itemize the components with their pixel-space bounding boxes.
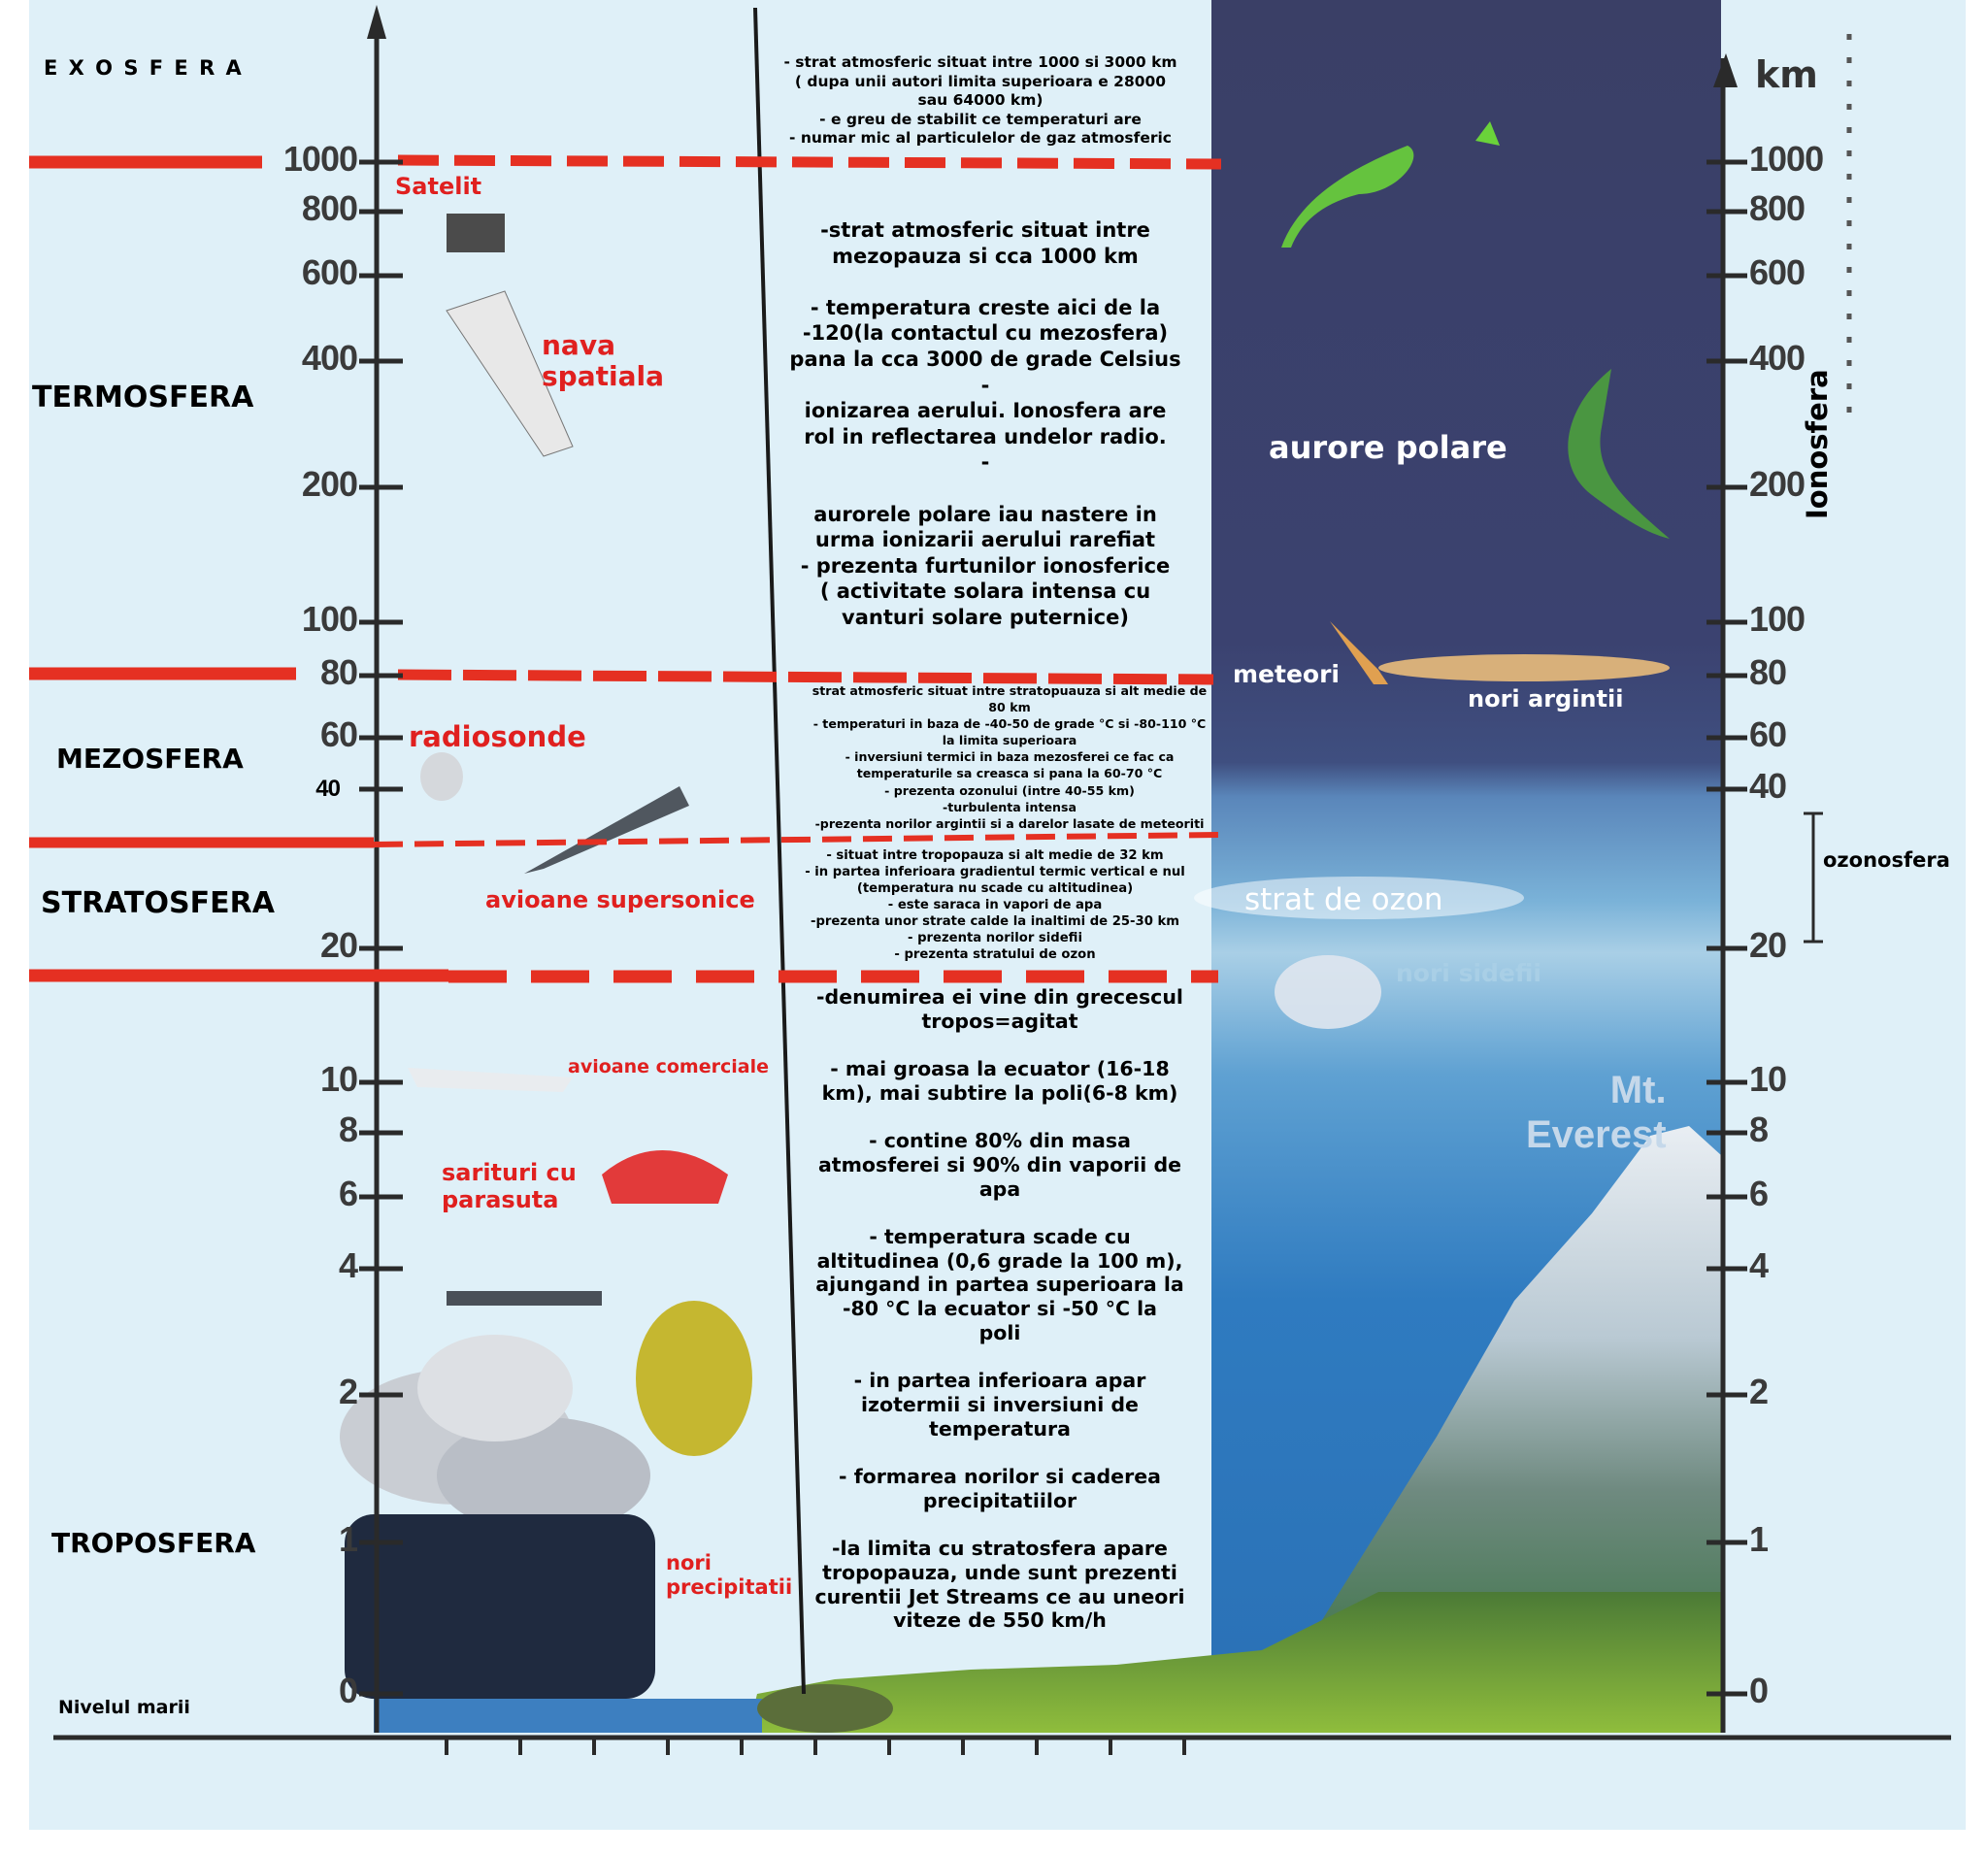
layer-troposfera: TROPOSFERA — [51, 1527, 256, 1559]
left-tick-label: 40 — [315, 776, 340, 802]
boundary-termosfera-dashed — [398, 675, 1213, 679]
label-aurore-polare: aurore polare — [1269, 429, 1508, 466]
km-unit-label: km — [1755, 53, 1818, 96]
label-nori-sidefii: nori sidefii — [1396, 959, 1541, 987]
left-tick-label: 60 — [319, 714, 357, 754]
label-nava-spatiala: nava spatiala — [542, 329, 664, 393]
label-radiosonde: radiosonde — [409, 720, 586, 753]
description-mezosfera: strat atmosferic situat intre stratopuauza si alt medie de 80 km - temperaturi in baza de -40-50 de grade °C si -80-110 °C la limita superioara - inversiuni termici in baza mezosferei ce fac ca temperaturile sa creasca si pana la 60-70 °C - prezenta ozonului (intre 40-55 km) -turbulenta intensa -prezenta norilor argintii si a darelor lasate de meteoriti — [812, 683, 1208, 831]
left-tick-label: 200 — [301, 464, 357, 504]
right-tick-label: 60 — [1749, 714, 1787, 754]
layer-termosfera: TERMOSFERA — [32, 381, 254, 414]
description-stratosfera: - situat intre tropopauza si alt medie de 32 km - in partea inferioara gradientul termic vertical e nul (temperatura nu scade cu altitudinea) - este saraca in vapori de apa -prezenta unor strate calde la inaltimi de 25-30 km - prezenta norilor sidefii - prezenta stratului de ozon — [805, 848, 1185, 962]
label-meteori: meteori — [1233, 660, 1340, 688]
left-tick-label: 100 — [301, 599, 357, 639]
right-tick-label: 400 — [1749, 338, 1806, 378]
right-tick-label: 800 — [1749, 188, 1806, 228]
right-tick-label: 100 — [1749, 599, 1806, 639]
right-axis-arrow — [1713, 53, 1738, 87]
description-termosfera: -strat atmosferic situat intre mezopauza si cca 1000 km - temperatura creste aici de la -120(la contactul cu mezosfera) pana la cca 3000 de grade Celsius - ionizarea aerului. Ionosfera are rol in reflectarea undelor radio. - aurorele polare iau nastere in urma ionizarii aerului rarefiat - prezenta furtunilor ionosferice ( activitate solara intensa cu vanturi solare puternice) — [789, 218, 1181, 629]
layer-mezosfera: MEZOSFERA — [56, 743, 244, 775]
label-sarituri-parasuta: sarituri cu parasuta — [442, 1159, 577, 1213]
label-nori-argintii: nori argintii — [1468, 685, 1624, 712]
label-mt-everest: Mt. Everest — [1526, 1069, 1667, 1156]
label-satelit: Satelit — [395, 173, 482, 200]
left-tick-label: 600 — [301, 252, 357, 292]
left-tick-label: 4 — [338, 1245, 357, 1285]
right-tick-label: 40 — [1749, 766, 1787, 806]
left-tick-label: 800 — [301, 188, 357, 228]
right-tick-label: 200 — [1749, 464, 1806, 504]
left-tick-label: 1000 — [282, 139, 357, 179]
left-tick-label: 0 — [338, 1671, 357, 1710]
right-tick-label: 0 — [1749, 1671, 1769, 1710]
right-tick-label: 1000 — [1749, 139, 1824, 179]
label-avioane-supersonice: avioane supersonice — [485, 886, 755, 913]
ionosfera-label: Ionosfera — [1801, 369, 1834, 519]
description-troposfera: -denumirea ei vine din grecescul tropos=agitat - mai groasa la ecuator (16-18 km), mai subtire la poli(6-8 km) - contine 80% din masa atmosferei si 90% din vaporii de apa - temperatura scade cu altitudinea (0,6 grade la 100 m), ajungand in partea superioara la -80 °C la ecuator si -50 °C la poli - in partea inferioara apar izotermii si inversiuni de temperatura - formarea norilor si caderea precipitatiilor -la limita cu stratosfera apare tropopauza, unde sunt prezenti curentii Jet Streams ce au uneori viteze de 550 km/h — [814, 985, 1185, 1633]
left-tick-label: 10 — [319, 1059, 357, 1099]
layer-exosfera: E X O S F E R A — [44, 56, 244, 80]
right-tick-label: 4 — [1749, 1245, 1769, 1285]
right-tick-label: 1 — [1749, 1519, 1769, 1559]
left-tick-label: 400 — [301, 338, 357, 378]
boundary-exosfera-dashed — [398, 160, 1221, 164]
ozonosfera-label: ozonosfera — [1823, 848, 1950, 872]
left-tick-label: 6 — [338, 1174, 357, 1213]
right-tick-label: 6 — [1749, 1174, 1769, 1213]
right-tick-label: 600 — [1749, 252, 1806, 292]
right-tick-label: 10 — [1749, 1059, 1787, 1099]
right-tick-label: 80 — [1749, 652, 1787, 692]
left-tick-label: 80 — [319, 652, 357, 692]
left-axis-arrow — [367, 5, 386, 39]
description-exosfera: - strat atmosferic situat intre 1000 si 3000 km ( dupa unii autori limita superioara e 28000 sau 64000 km) - e greu de stabilit ce temperaturi are - numar mic al particulelor de gaz atmosferic — [783, 53, 1177, 147]
sea-level-label: Nivelul marii — [58, 1697, 190, 1718]
right-tick-label: 2 — [1749, 1372, 1769, 1411]
left-tick-label: 20 — [319, 925, 357, 965]
label-nori-precipitatii: nori precipitatii — [666, 1551, 793, 1600]
label-avioane-comerciale: avioane comerciale — [568, 1056, 769, 1077]
layer-stratosfera: STRATOSFERA — [41, 886, 275, 920]
left-tick-label: 8 — [338, 1110, 357, 1149]
right-tick-label: 20 — [1749, 925, 1787, 965]
boundary-mezosfera-dashed — [374, 835, 1218, 845]
left-tick-label: 2 — [338, 1372, 357, 1411]
left-tick-label: 1 — [338, 1519, 357, 1559]
label-strat-ozon: strat de ozon — [1244, 882, 1443, 917]
right-tick-label: 8 — [1749, 1110, 1769, 1149]
